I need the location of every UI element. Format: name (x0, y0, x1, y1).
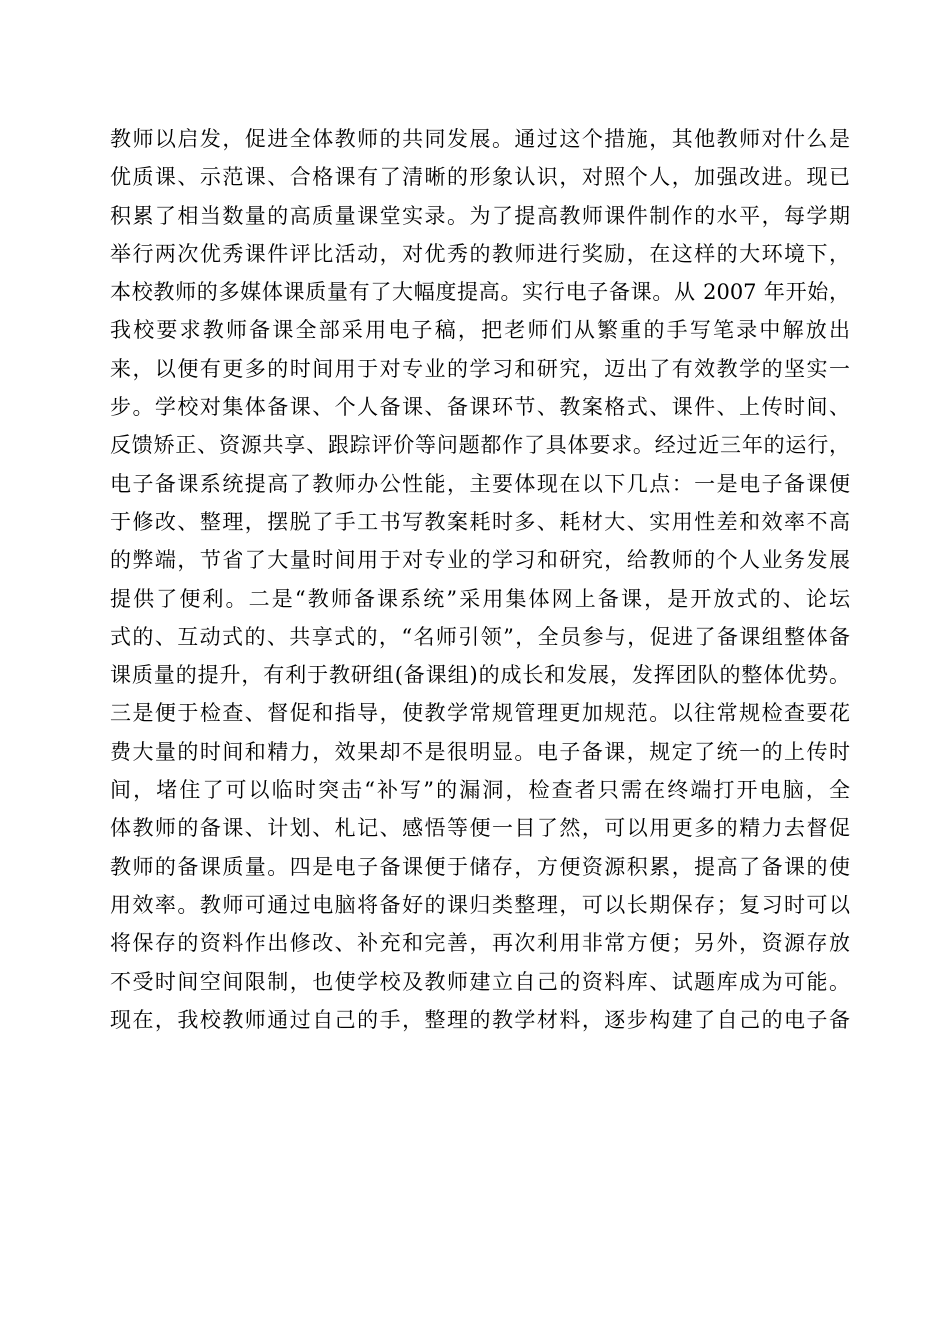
text-line: 优质课、示范课、合格课有了清晰的形象认识，对照个人，加强改进。现已 (110, 165, 850, 190)
text-line: 式的、互动式的、共享式的，“名师引领”，全员参与，促进了备课组整体备 (110, 624, 850, 649)
text-line: 课质量的提升，有利于教研组(备课组)的成长和发展，发挥团队的整体优势。 (110, 663, 850, 688)
text-line: 体教师的备课、计划、札记、感悟等便一目了然，可以用更多的精力去督促 (110, 816, 850, 841)
text-line: 积累了相当数量的高质量课堂实录。为了提高教师课件制作的水平，每学期 (110, 203, 850, 228)
text-line: 不受时间空间限制，也使学校及教师建立自己的资料库、试题库成为可能。 (110, 969, 850, 994)
text-line: 费大量的时间和精力，效果却不是很明显。电子备课，规定了统一的上传时 (110, 739, 850, 764)
text-line: 间，堵住了可以临时突击“补写”的漏洞，检查者只需在终端打开电脑，全 (110, 778, 850, 803)
text-line: 三是便于检查、督促和指导，使教学常规管理更加规范。以往常规检查要花 (110, 701, 850, 726)
text-line: 用效率。教师可通过电脑将备好的课归类整理，可以长期保存；复习时可以 (110, 892, 850, 917)
text-line: 于修改、整理，摆脱了手工书写教案耗时多、耗材大、实用性差和效率不高 (110, 509, 850, 534)
text-line: 举行两次优秀课件评比活动，对优秀的教师进行奖励，在这样的大环境下， (110, 241, 850, 266)
text-line: 反馈矫正、资源共享、跟踪评价等问题都作了具体要求。经过近三年的运行， (110, 433, 850, 458)
text-line: 提供了便利。二是“教师备课系统”采用集体网上备课，是开放式的、论坛 (110, 586, 850, 611)
text-line: 将保存的资料作出修改、补充和完善，再次利用非常方便；另外，资源存放 (110, 931, 850, 956)
text-line: 教师的备课质量。四是电子备课便于储存，方便资源积累，提高了备课的使 (110, 854, 850, 879)
text-line: 的弊端，节省了大量时间用于对专业的学习和研究，给教师的个人业务发展 (110, 548, 850, 573)
text-line: 本校教师的多媒体课质量有了大幅度提高。实行电子备课。从 2007 年开始， (110, 280, 850, 305)
text-line: 现在，我校教师通过自己的手，整理的教学材料，逐步构建了自己的电子备 (110, 1007, 850, 1032)
text-line: 我校要求教师备课全部采用电子稿，把老师们从繁重的手写笔录中解放出 (110, 318, 850, 343)
text-line: 电子备课系统提高了教师办公性能，主要体现在以下几点：一是电子备课便 (110, 471, 850, 496)
text-line: 来，以便有更多的时间用于对专业的学习和研究，迈出了有效教学的坚实一 (110, 356, 850, 381)
body-text (110, 120, 850, 1039)
text-line: 教师以启发，促进全体教师的共同发展。通过这个措施，其他教师对什么是 (110, 127, 850, 151)
text-line: 步。学校对集体备课、个人备课、备课环节、教案格式、课件、上传时间、 (110, 395, 850, 420)
